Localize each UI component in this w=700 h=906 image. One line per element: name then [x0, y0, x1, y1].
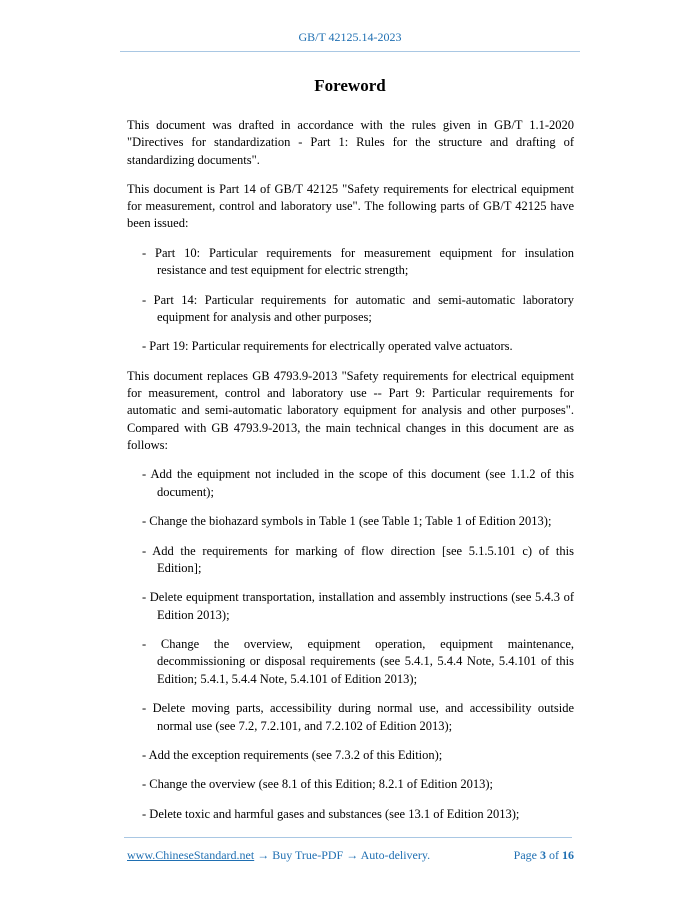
buy-pdf-text: → Buy True-PDF → Auto-delivery. — [254, 848, 431, 862]
paragraph-part-info: This document is Part 14 of GB/T 42125 "Safety requirements for electrical equipment for measurement, control and laboratory use". The following parts of GB/T 42125 have been issued: — [127, 181, 574, 231]
list-item: - Add the requirements for marking of flow direction [see 5.1.5.101 c) of this Edition]; — [142, 543, 574, 575]
page-label: Page — [513, 848, 537, 862]
page-title: Foreword — [314, 76, 386, 95]
list-item: - Change the biohazard symbols in Table 1 (see Table 1; Table 1 of Edition 2013); — [142, 514, 552, 529]
list-item: - Add the exception requirements (see 7.3.2 of this Edition); — [142, 748, 443, 762]
list-item: - Change the overview (see 8.1 of this Edition; 8.2.1 of Edition 2013); — [142, 777, 493, 792]
page-footer — [127, 848, 574, 863]
footer-rule — [124, 837, 572, 838]
issued-parts-list — [127, 245, 574, 356]
list-item: - Delete equipment transportation, installation and assembly instructions (see 5.4.3 of Edition 2013); — [142, 590, 574, 622]
page-total: 16 — [562, 848, 574, 862]
list-item: - Delete toxic and harmful gases and substances (see 13.1 of Edition 2013); — [142, 806, 520, 821]
list-item: - Part 14: Particular requirements for automatic and semi-automatic laboratory equipment for analysis and other purposes; — [142, 292, 574, 324]
list-item: - Part 19: Particular requirements for electrically operated valve actuators. — [142, 339, 513, 354]
page-current: 3 — [540, 848, 546, 862]
site-link[interactable]: www.ChineseStandard.net — [127, 848, 255, 862]
list-item: - Change the overview, equipment operation, equipment maintenance, decommissioning or disposal requirements (see 5.4.1, 5.4.4 Note, 5.4.101 of this Edition; 5.4.1, 5.4.4 Note, 5.4.101 of Edition 2013); — [142, 637, 574, 686]
document-body — [127, 117, 574, 835]
running-header: GB/T 42125.14-2023 — [298, 30, 402, 44]
paragraph-replaces: This document replaces GB 4793.9-2013 "Safety requirements for electrical equipment for measurement, control and laboratory use -- Part 9: Particular requirements for automatic and semi-automatic laboratory equipment for analysis and other purposes". Compared with GB 4793.9-2013, the main technical changes in this document are as follows: — [127, 368, 574, 453]
list-item: - Delete moving parts, accessibility during normal use, and accessibility outside normal use (see 7.2, 7.2.101, and 7.2.102 of Edition 2013); — [142, 701, 574, 733]
paragraph-drafting-rules: This document was drafted in accordance with the rules given in GB/T 1.1-2020 "Directives for standardization - Part 1: Rules for the structure and drafting of standardizing documents". — [127, 118, 574, 167]
header-rule — [120, 51, 580, 52]
page-of: of — [549, 848, 559, 862]
list-item: - Part 10: Particular requirements for measurement equipment for insulation resistance and test equipment for electric strength; — [142, 245, 574, 278]
list-item: - Add the equipment not included in the scope of this document (see 1.1.2 of this document); — [142, 467, 574, 499]
technical-changes-list — [127, 466, 574, 823]
page-number — [514, 848, 574, 863]
